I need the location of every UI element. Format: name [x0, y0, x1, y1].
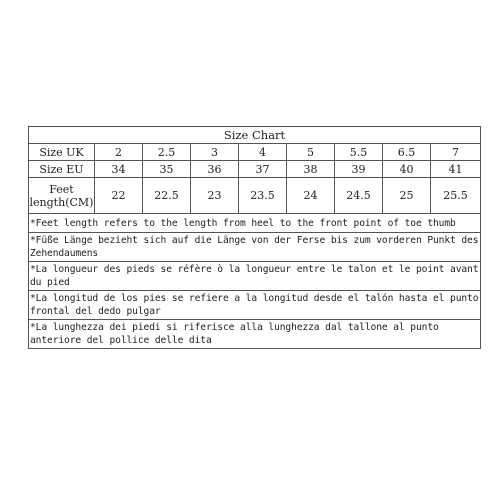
size-uk-cell: 5.5 [335, 144, 383, 161]
note-row-german [29, 233, 481, 262]
note-row-spanish [29, 291, 481, 320]
note-italian: *La lunghezza dei piedi si riferisce alla lunghezza dal tallone al punto anteriore del pollice delle dita [29, 320, 481, 349]
feet-length-cell: 24 [287, 178, 335, 214]
size-eu-cell: 36 [191, 161, 239, 178]
feet-length-cell: 24.5 [335, 178, 383, 214]
row-label-length-cm: length(CM) [29, 195, 94, 209]
feet-length-cell: 23 [191, 178, 239, 214]
size-uk-cell: 2.5 [143, 144, 191, 161]
note-row-italian [29, 320, 481, 349]
row-label-size-eu: Size EU [29, 161, 95, 178]
feet-length-cell: 23.5 [239, 178, 287, 214]
row-label-size-uk: Size UK [29, 144, 95, 161]
row-label-feet-length [29, 178, 95, 214]
size-eu-cell: 35 [143, 161, 191, 178]
size-eu-cell: 41 [431, 161, 481, 178]
size-eu-cell: 37 [239, 161, 287, 178]
note-english: *Feet length refers to the length from heel to the front point of toe thumb [29, 214, 481, 233]
note-german: *Füße Länge bezieht sich auf die Länge von der Ferse bis zum vorderen Punkt des Zehendaumens [29, 233, 481, 262]
size-uk-cell: 4 [239, 144, 287, 161]
note-row-english [29, 214, 481, 233]
note-french: *La longueur des pieds se réfère ò la longueur entre le talon et le point avant du pied [29, 262, 481, 291]
size-eu-cell: 40 [383, 161, 431, 178]
chart-title: Size Chart [29, 127, 481, 144]
size-uk-cell: 2 [95, 144, 143, 161]
title-row [29, 127, 481, 144]
size-uk-cell: 6.5 [383, 144, 431, 161]
note-spanish: *La longitud de los pies se refiere a la longitud desde el talón hasta el punto frontal del dedo pulgar [29, 291, 481, 320]
feet-length-cell: 25 [383, 178, 431, 214]
note-row-french [29, 262, 481, 291]
size-chart-table [28, 126, 481, 349]
size-eu-cell: 39 [335, 161, 383, 178]
size-eu-cell: 38 [287, 161, 335, 178]
size-uk-cell: 5 [287, 144, 335, 161]
feet-length-cell: 22.5 [143, 178, 191, 214]
size-eu-row [29, 161, 481, 178]
row-label-feet: Feet [49, 182, 74, 196]
size-chart [28, 126, 480, 349]
feet-length-cell: 22 [95, 178, 143, 214]
feet-length-cell: 25.5 [431, 178, 481, 214]
size-uk-cell: 3 [191, 144, 239, 161]
size-eu-cell: 34 [95, 161, 143, 178]
size-uk-cell: 7 [431, 144, 481, 161]
feet-length-row [29, 178, 481, 214]
size-uk-row [29, 144, 481, 161]
